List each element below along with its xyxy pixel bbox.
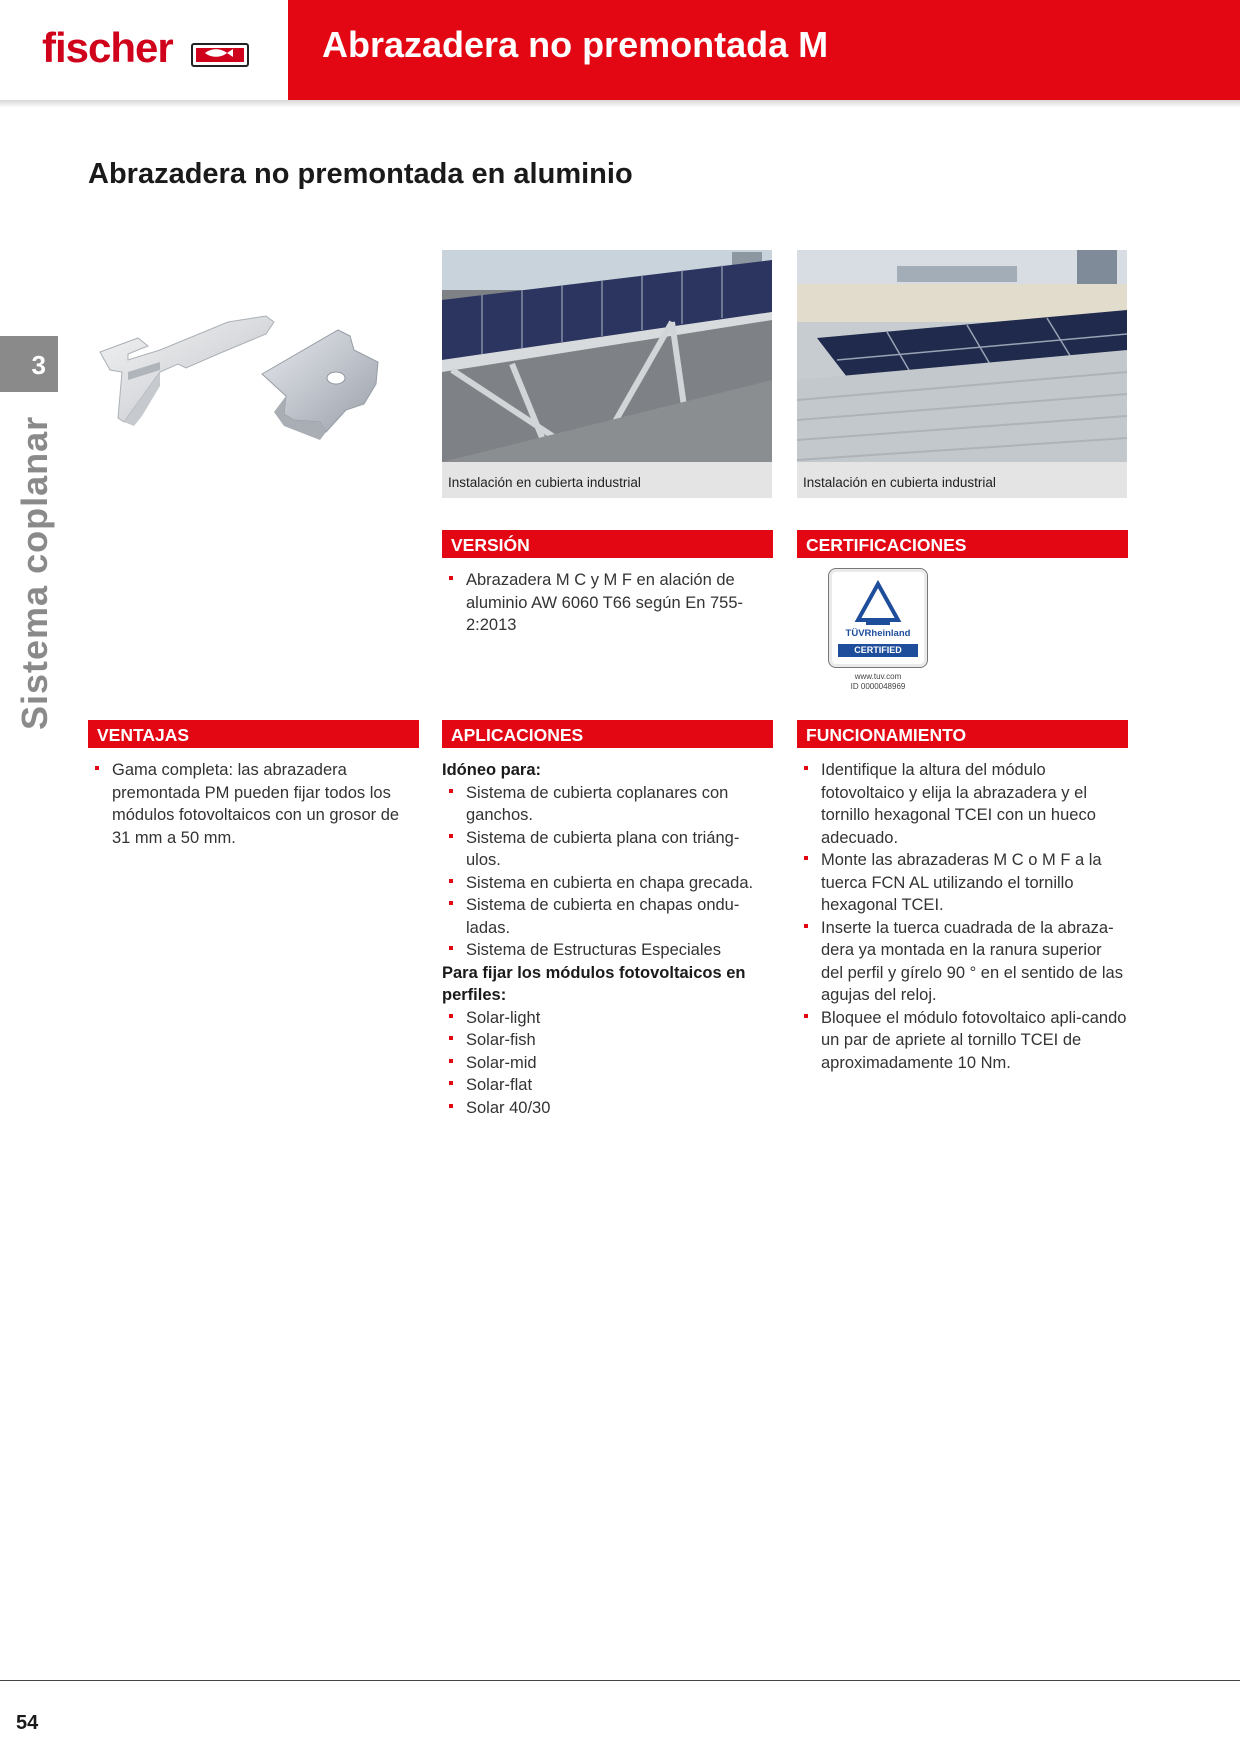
ventajas-body <box>88 759 419 849</box>
aplicaciones-profiles-intro: Para fijar los módulos fotovoltaicos en perfiles: <box>442 963 746 1004</box>
list-item: Bloquee el módulo fotovoltaico apli-cando un par de apriete al tornillo TCEI de aproximadamente 10 Nm. <box>797 1007 1128 1075</box>
chapter-number: 3 <box>0 336 58 392</box>
aplicaciones-heading: APLICACIONES <box>442 720 773 748</box>
list-item: Sistema de cubierta en chapas ondu-ladas. <box>442 894 773 939</box>
list-item: Gama completa: las abrazadera premontada PM pueden fijar todos los módulos fotovoltaicos con un grosor de 31 mm a 50 mm. <box>88 759 419 849</box>
list-item: Solar-fish <box>442 1029 773 1052</box>
certificaciones-heading: CERTIFICACIONES <box>797 530 1128 558</box>
list-item: Abrazadera M C y M F en alación de aluminio AW 6060 T66 según En 755-2:2013 <box>442 569 773 637</box>
list-item: Identifique la altura del módulo fotovoltaico y elija la abrazadera y el tornillo hexagonal TCEI con un hueco adecuado. <box>797 759 1128 849</box>
section-subtitle: Abrazadera no premontada en aluminio <box>88 158 633 190</box>
version-heading: VERSIÓN <box>442 530 773 558</box>
page-title: Abrazadera no premontada M <box>322 24 829 65</box>
list-item: Solar-light <box>442 1007 773 1030</box>
list-item: Solar-flat <box>442 1074 773 1097</box>
tuv-brand: TÜVRheinland <box>845 628 911 639</box>
installation-photo-2 <box>797 250 1127 498</box>
chapter-label: Sistema coplanar <box>14 415 55 730</box>
photo-1-caption: Instalación en cubierta industrial <box>448 475 641 490</box>
page-number: 54 <box>16 1712 39 1734</box>
clamp-product-image <box>88 312 428 492</box>
aplicaciones-body <box>442 759 773 1119</box>
tuv-url: www.tuv.com <box>854 672 902 681</box>
list-item: Sistema de cubierta plana con triáng-ulos. <box>442 827 773 872</box>
header-logo-area <box>0 0 288 100</box>
photo-2-caption: Instalación en cubierta industrial <box>803 475 996 490</box>
list-item: Sistema en cubierta en chapa grecada. <box>442 872 773 895</box>
tuv-certified-logo <box>828 568 928 698</box>
list-item: Sistema de cubierta coplanares con ganchos. <box>442 782 773 827</box>
installation-photo-1 <box>442 250 772 498</box>
list-item: Inserte la tuerca cuadrada de la abraza-dera ya montada en la ranura superior del perfil y gírelo 90 ° en el sentido de las agujas del reloj. <box>797 917 1128 1007</box>
list-item: Solar-mid <box>442 1052 773 1075</box>
funcionamiento-body <box>797 759 1128 1074</box>
aplicaciones-intro: Idóneo para: <box>442 761 542 779</box>
fischer-fish-icon <box>191 43 249 67</box>
list-item: Monte las abrazaderas M C o M F a la tuerca FCN AL utilizando el tornillo hexagonal TCEI. <box>797 849 1128 917</box>
list-item: Sistema de Estructuras Especiales <box>442 939 773 962</box>
version-body <box>442 569 773 637</box>
funcionamiento-heading: FUNCIONAMIENTO <box>797 720 1128 748</box>
fischer-logo: fischer <box>42 24 173 71</box>
tuv-id: ID 0000048969 <box>850 682 906 691</box>
footer-divider <box>0 1680 1240 1681</box>
ventajas-heading: VENTAJAS <box>88 720 419 748</box>
header-shadow <box>0 100 1240 108</box>
header-bar <box>288 0 1240 100</box>
tuv-certified-badge: CERTIFIED <box>838 644 918 657</box>
list-item: Solar 40/30 <box>442 1097 773 1120</box>
